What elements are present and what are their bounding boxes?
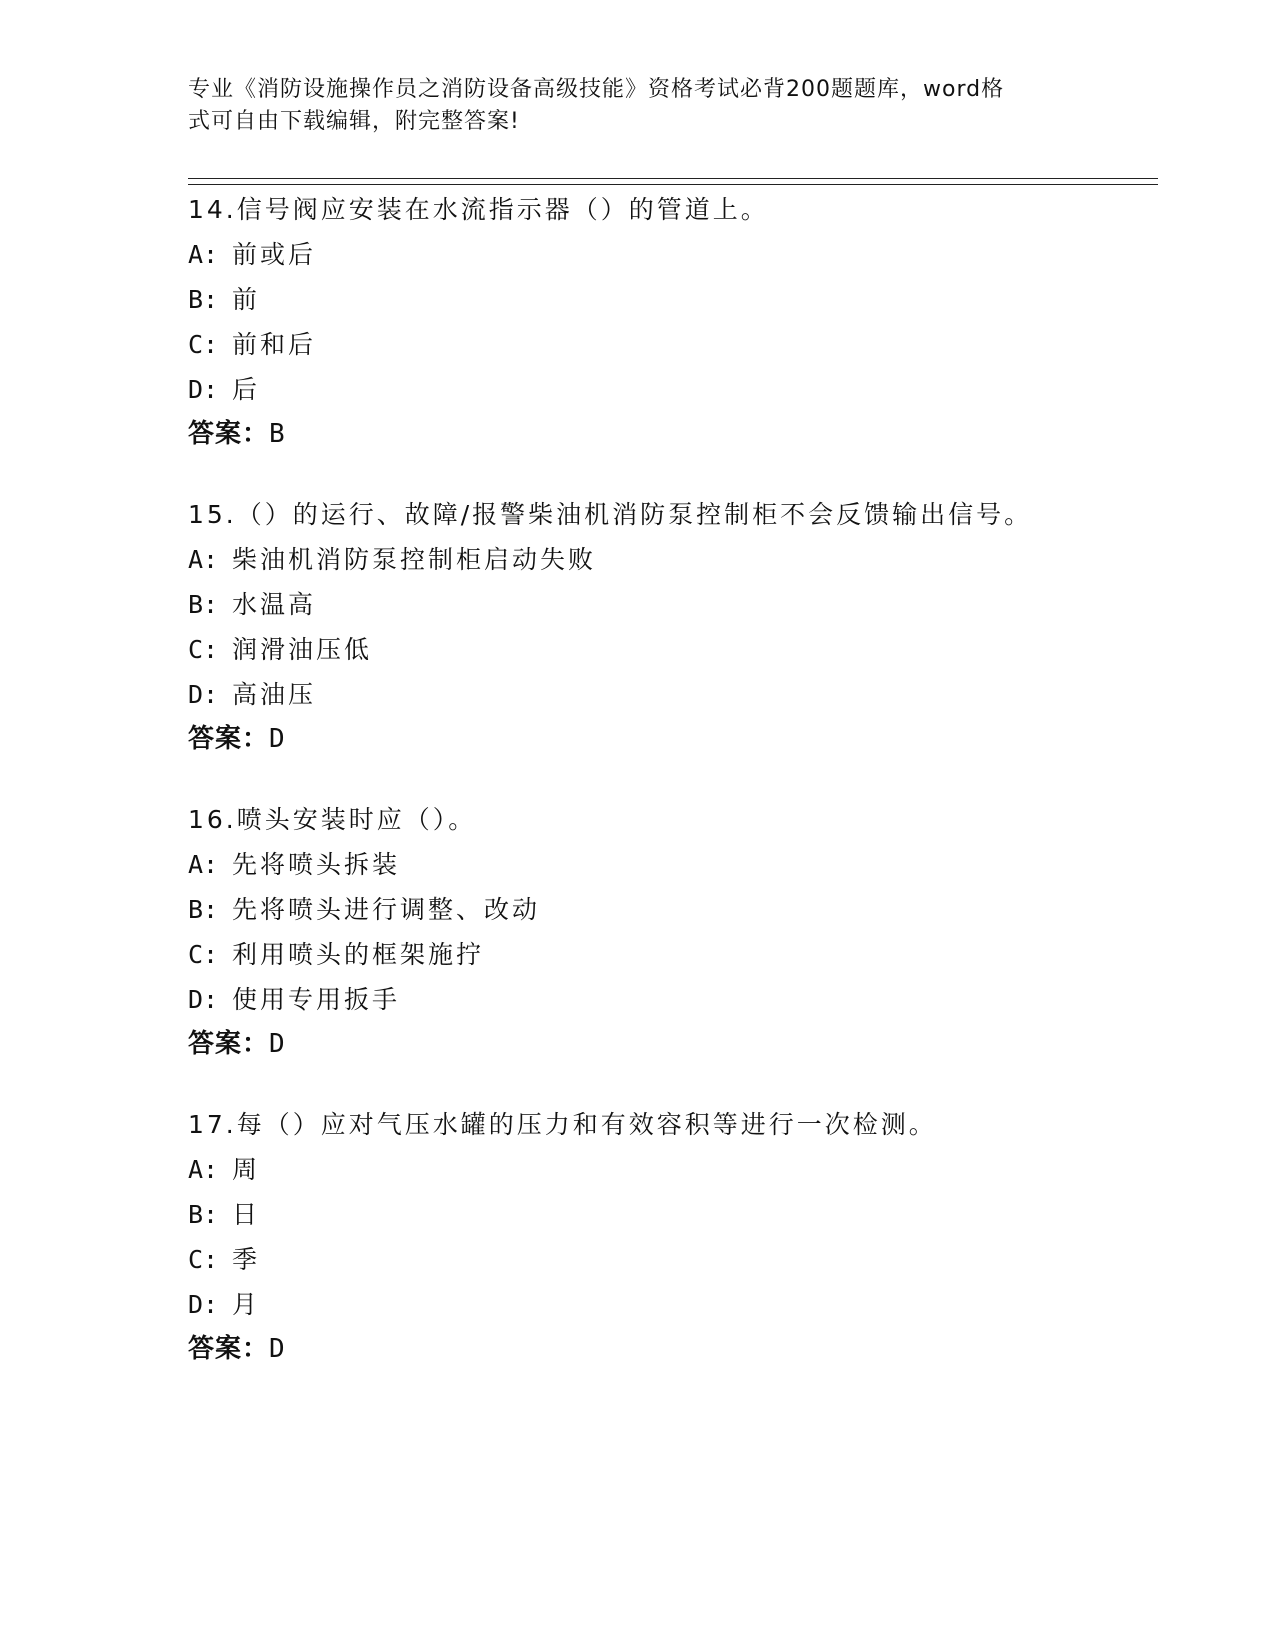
answer-value: B: [269, 419, 286, 449]
question-stem: 16.喷头安装时应（）。: [188, 805, 477, 834]
option-letter: A:: [188, 545, 219, 574]
option-letter: D:: [188, 375, 219, 404]
option-text: 月: [232, 1290, 261, 1319]
option-a: [188, 537, 1188, 582]
question-14: [188, 187, 1188, 457]
option-text: 使用专用扳手: [232, 985, 401, 1014]
option-letter: C:: [188, 940, 219, 969]
option-b: [188, 277, 1188, 322]
option-text: 高油压: [232, 680, 317, 709]
header-line-1: 专业《消防设施操作员之消防设备高级技能》资格考试必背200题题库，word格: [188, 77, 1005, 102]
option-text: 利用喷头的框架施拧: [232, 940, 485, 969]
answer-line: [188, 717, 1188, 762]
option-c: [188, 932, 1188, 977]
option-text: 日: [232, 1200, 261, 1229]
option-letter: B:: [188, 285, 219, 314]
answer-label: 答案：: [188, 419, 270, 449]
option-letter: B:: [188, 1200, 219, 1229]
option-d: [188, 367, 1188, 412]
answer-value: D: [269, 1029, 286, 1059]
option-a: [188, 1147, 1188, 1192]
option-text: 季: [232, 1245, 261, 1274]
option-text: 前和后: [232, 330, 317, 359]
option-letter: D:: [188, 680, 219, 709]
option-d: [188, 672, 1188, 717]
question-stem: 14.信号阀应安装在水流指示器（）的管道上。: [188, 195, 769, 224]
answer-line: [188, 1022, 1188, 1067]
option-text: 水温高: [232, 590, 317, 619]
option-letter: B:: [188, 895, 219, 924]
question-17: [188, 1102, 1188, 1372]
option-text: 前: [232, 285, 261, 314]
option-letter: A:: [188, 240, 219, 269]
answer-line: [188, 412, 1188, 457]
answer-label: 答案：: [188, 1334, 270, 1364]
option-letter: D:: [188, 1290, 219, 1319]
option-c: [188, 322, 1188, 367]
answer-label: 答案：: [188, 1029, 270, 1059]
option-a: [188, 842, 1188, 887]
option-letter: C:: [188, 330, 219, 359]
option-d: [188, 1282, 1188, 1327]
option-text: 周: [232, 1155, 261, 1184]
answer-value: D: [269, 724, 286, 754]
option-b: [188, 1192, 1188, 1237]
option-letter: A:: [188, 1155, 219, 1184]
option-text: 后: [232, 375, 261, 404]
option-letter: D:: [188, 985, 219, 1014]
answer-line: [188, 1327, 1188, 1372]
option-d: [188, 977, 1188, 1022]
answer-value: D: [269, 1334, 286, 1364]
option-letter: B:: [188, 590, 219, 619]
header-divider-bottom: [188, 184, 1158, 185]
option-letter: A:: [188, 850, 219, 879]
header-divider-top: [188, 178, 1158, 179]
document-header: [188, 74, 1068, 138]
answer-label: 答案：: [188, 724, 270, 754]
option-letter: C:: [188, 635, 219, 664]
option-letter: C:: [188, 1245, 219, 1274]
question-15: [188, 492, 1188, 762]
question-stem: 15.（）的运行、故障/报警柴油机消防泵控制柜不会反馈输出信号。: [188, 500, 1033, 529]
option-text: 前或后: [232, 240, 317, 269]
option-text: 先将喷头拆装: [232, 850, 401, 879]
option-a: [188, 232, 1188, 277]
option-b: [188, 887, 1188, 932]
question-16: [188, 797, 1188, 1067]
option-text: 柴油机消防泵控制柜启动失败: [232, 545, 597, 574]
question-stem: 17.每（）应对气压水罐的压力和有效容积等进行一次检测。: [188, 1110, 937, 1139]
option-text: 润滑油压低: [232, 635, 373, 664]
option-b: [188, 582, 1188, 627]
option-c: [188, 627, 1188, 672]
option-text: 先将喷头进行调整、改动: [232, 895, 541, 924]
header-line-2: 式可自由下载编辑，附完整答案!: [188, 109, 520, 134]
option-c: [188, 1237, 1188, 1282]
